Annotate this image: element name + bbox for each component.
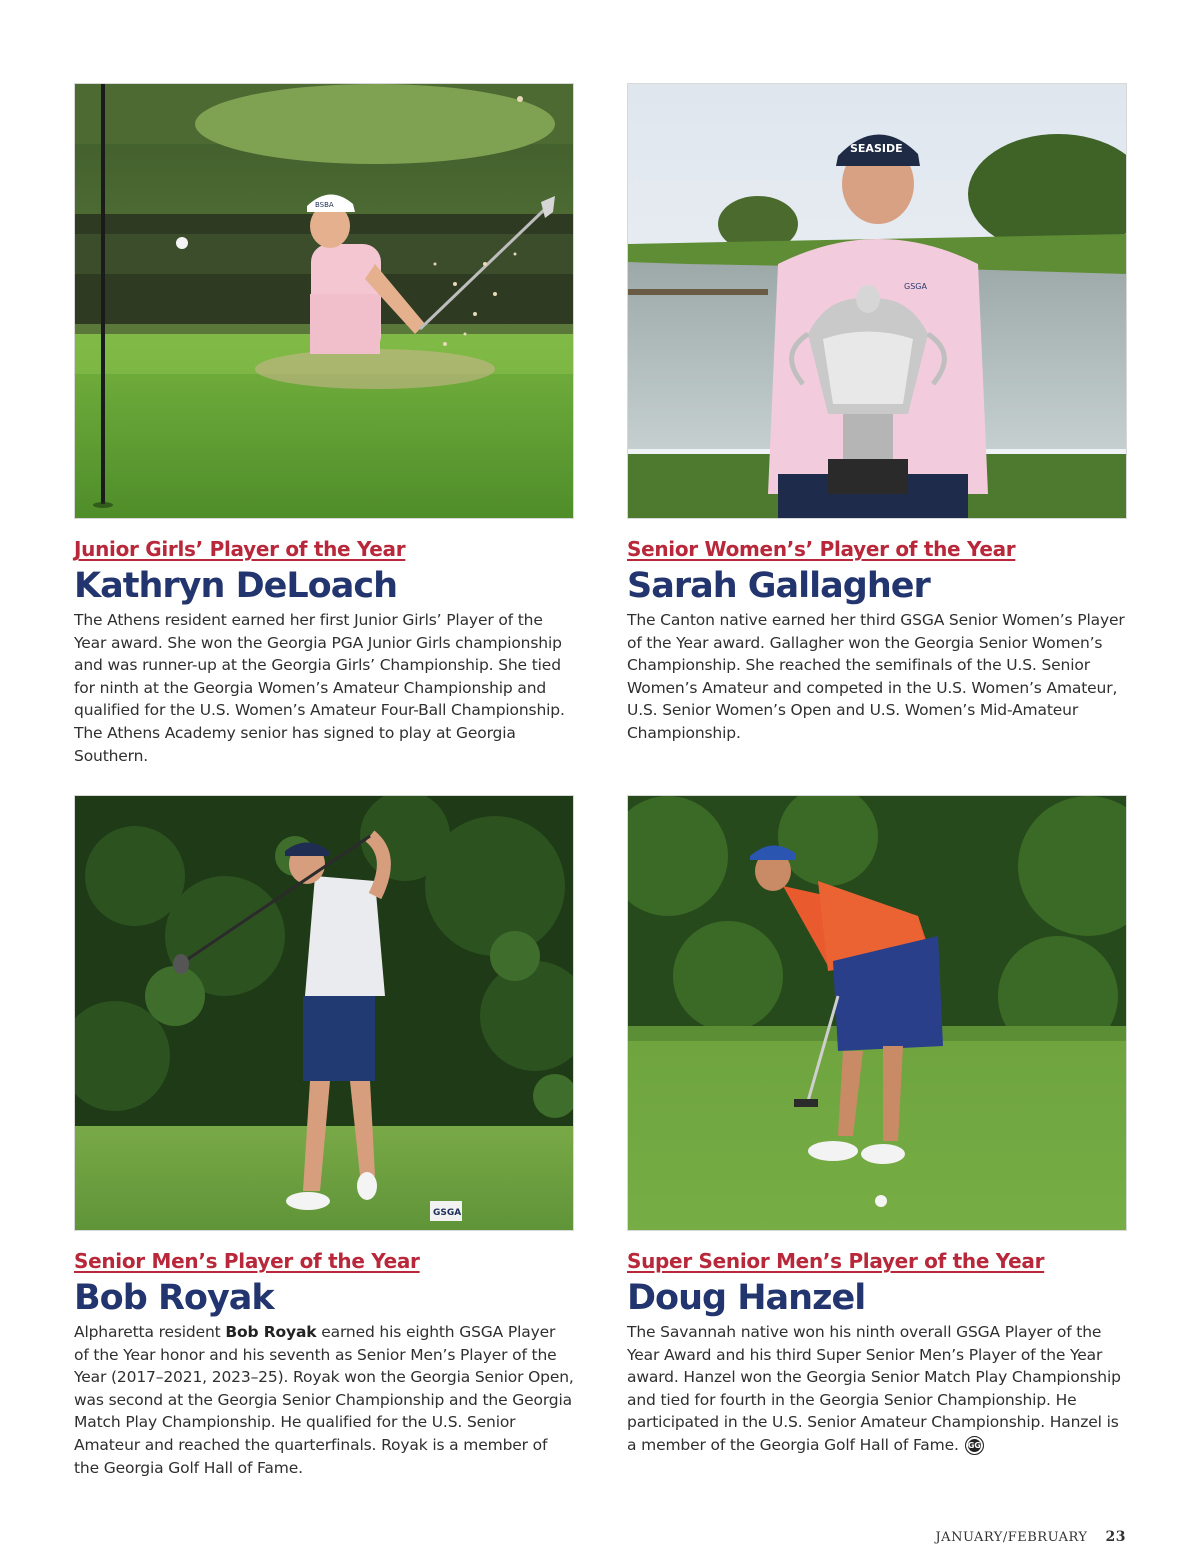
player-name: Kathryn DeLoach [74,566,397,606]
player-name: Doug Hanzel [627,1278,866,1318]
georgia-golf-end-mark-icon: GG [965,1436,984,1455]
svg-text:SEASIDE: SEASIDE [850,142,903,155]
award-title: Junior Girls’ Player of the Year [74,537,406,561]
photo-sarah-gallagher [627,83,1127,519]
svg-text:GSGA: GSGA [904,282,927,291]
bio-text-prefix: Alpharetta resident [74,1323,226,1341]
svg-text:GSGA: GSGA [433,1208,462,1218]
bio-player-name: Bob Royak [225,1323,317,1341]
award-title: Senior Men’s Player of the Year [74,1249,420,1273]
svg-text:BSBA: BSBA [315,201,334,209]
page-number: 23 [1105,1529,1126,1545]
player-card-junior-girls [74,83,574,767]
award-title: Senior Women’s’ Player of the Year [627,537,1016,561]
bio-text-suffix: earned his eighth GSGA Player of the Year honor and his seventh as Senior Men’s Player of the Year (2017–2021, 2023–25). Royak won the Georgia Senior Open, was second at the Georgia Senior Championship and the Georgia Match Play Championship. He qualified for the U.S. Senior Amateur and reached the quarterfinals. Royak is a member of the Georgia Golf Hall of Fame. [74,1323,574,1477]
award-title: Super Senior Men’s Player of the Year [627,1249,1045,1273]
player-card-senior-women [627,83,1127,745]
player-bio [74,1321,574,1479]
player-bio: The Athens resident earned her first Junior Girls’ Player of the Year award. She won the Georgia PGA Junior Girls championship and was runner-up at the Georgia Girls’ Championship. She tied for ninth at the Georgia Women’s Amateur Championship and qualified for the U.S. Women’s Amateur Four-Ball Championship. The Athens Academy senior has signed to play at Georgia Southern. [74,611,565,765]
player-bio [627,1321,1127,1457]
photo-bob-royak [74,795,574,1231]
player-card-super-senior-men [627,795,1127,1457]
player-card-senior-men [74,795,574,1479]
photo-kathryn-deloach [74,83,574,519]
player-name: Bob Royak [74,1278,274,1318]
page-footer [935,1529,1126,1545]
issue-label: JANUARY/FEBRUARY [935,1530,1088,1545]
player-bio: The Canton native earned her third GSGA Senior Women’s Player of the Year award. Gallagher won the Georgia Senior Women’s Championship. She reached the semifinals of the U.S. Senior Women’s Amateur and competed in the U.S. Women’s Amateur, U.S. Senior Women’s Open and U.S. Women’s Mid-Amateur Championship. [627,611,1125,742]
player-name: Sarah Gallagher [627,566,930,606]
photo-doug-hanzel [627,795,1127,1231]
bio-text: The Savannah native won his ninth overall GSGA Player of the Year Award and his third Super Senior Men’s Player of the Year award. Hanzel won the Georgia Senior Match Play Championship and tied for fourth in the Georgia Senior Championship. He participated in the U.S. Senior Amateur Championship. Hanzel is a member of the Georgia Golf Hall of Fame. [627,1323,1121,1454]
